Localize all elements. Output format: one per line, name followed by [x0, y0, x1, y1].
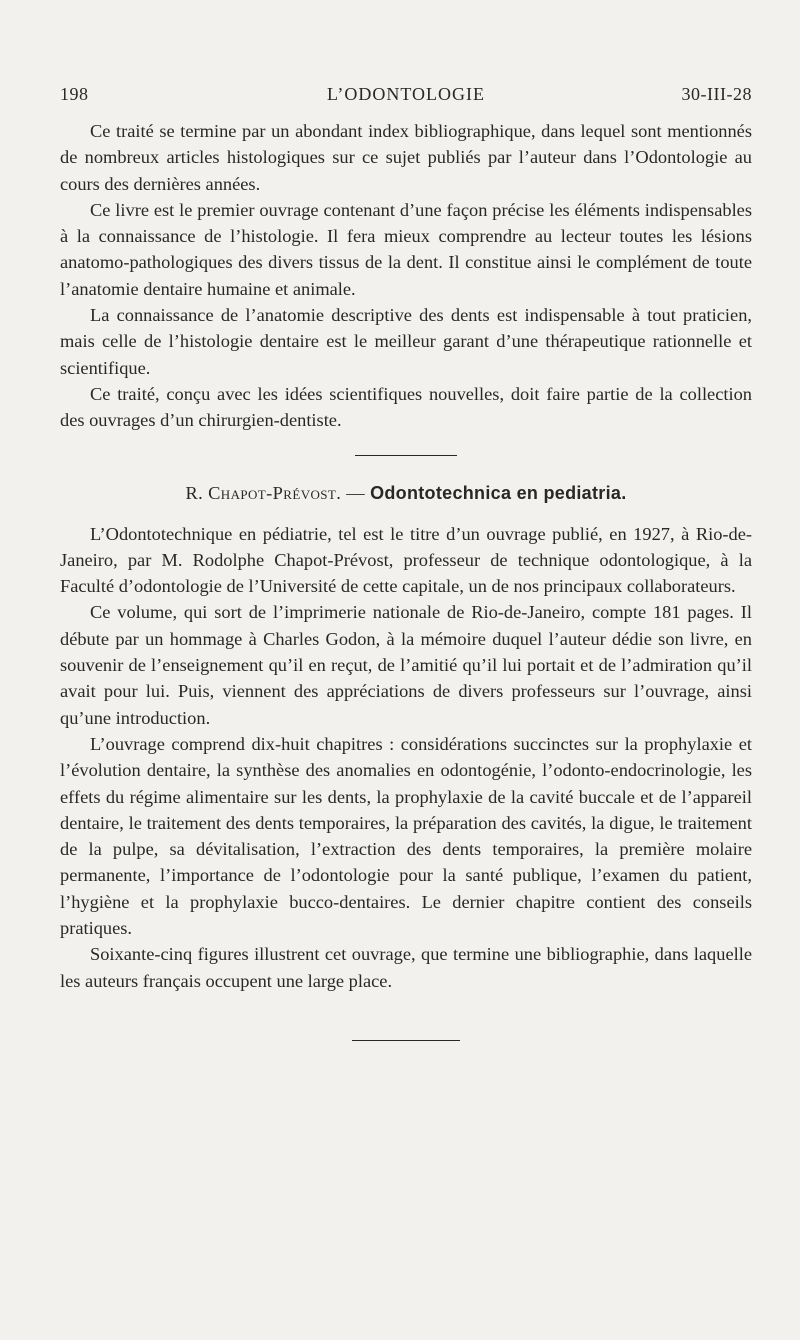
review-heading — [60, 483, 752, 521]
paragraph: L’Odontotechnique en pédiatrie, tel est le titre d’un ouvrage publié, en 1927, à Rio-de-Janeiro, par M. Rodolphe Chapot-Prévost, professeur de technique odontologique, à la Faculté d’odontologie de l’Université de cette capitale, un de nos principaux collaborateurs. — [60, 523, 752, 597]
heading-dash: — — [341, 482, 371, 503]
journal-title: L’ODONTOLOGIE — [327, 84, 485, 104]
review-section-histology — [60, 118, 752, 434]
paragraph: Ce volume, qui sort de l’imprimerie nationale de Rio-de-Janeiro, compte 181 pages. Il débute par un hommage à Charles Godon, à la mémoire duquel l’auteur dédie son livre, en souvenir de l’enseignement qu’il en reçut, de l’amitié qu’il lui portait et de l’admiration qu’il avait pour lui. Puis, viennent des appréciations de divers professeurs sur l’ouvrage, ainsi qu’une introduction. — [60, 602, 752, 728]
paragraph: L’ouvrage comprend dix-huit chapitres : considérations succinctes sur la prophylaxie et l’évolution dentaire, la synthèse des anomalies en odontogénie, l’odonto-endocrinologie, les effets du régime alimentaire sur les dents, la prophylaxie de la cavité buccale et de l’appareil dentaire, le traitement des dents temporaires, la préparation des cavités, la digue, le traitement de la pulpe, sa dévitalisation, l’extraction des dents temporaires, la première molaire permanente, l’importance de l’odontologie pour la santé publique, l’examen du patient, l’hygiène et la prophylaxie bucco-dentaires. Le dernier chapitre contient des conseils pratiques. — [60, 733, 752, 939]
review-section-pediatrics — [60, 521, 752, 994]
page-number: 198 — [60, 84, 89, 104]
paragraph: Ce traité, conçu avec les idées scientifiques nouvelles, doit faire partie de la collection des ouvrages d’un chirurgien-dentiste. — [60, 383, 752, 431]
issue-date: 30-III-28 — [681, 84, 752, 104]
review-book-title: Odontotechnica en pediatria. — [370, 482, 627, 503]
end-divider — [352, 1040, 460, 1041]
paragraph: La connaissance de l’anatomie descriptive des dents est indispensable à tout praticien, mais celle de l’histologie dentaire est le meilleur garant d’une thérapeutique rationnelle et scientifique. — [60, 305, 752, 378]
running-header — [60, 84, 752, 118]
paragraph: Ce traité se termine par un abondant index bibliographique, dans lequel sont mentionnés de nombreux articles histologiques sur ce sujet publiés par l’auteur dans l’Odontologie au cours des dernières années. — [60, 121, 752, 194]
paragraph: Soixante-cinq figures illustrent cet ouvrage, que termine une bibliographie, dans laquelle les auteurs français occupent une large place. — [60, 944, 752, 991]
paragraph: Ce livre est le premier ouvrage contenant d’une façon précise les éléments indispensables à la connaissance de l’histologie. Il fera mieux comprendre au lecteur toutes les lésions anatomo-pathologiques des divers tissus de la dent. Il constitue ainsi le complément de toute l’anatomie dentaire humaine et animale. — [60, 199, 752, 299]
section-divider — [355, 455, 457, 456]
review-author: R. Chapot-Prévost. — [185, 482, 342, 503]
page — [60, 84, 752, 1041]
